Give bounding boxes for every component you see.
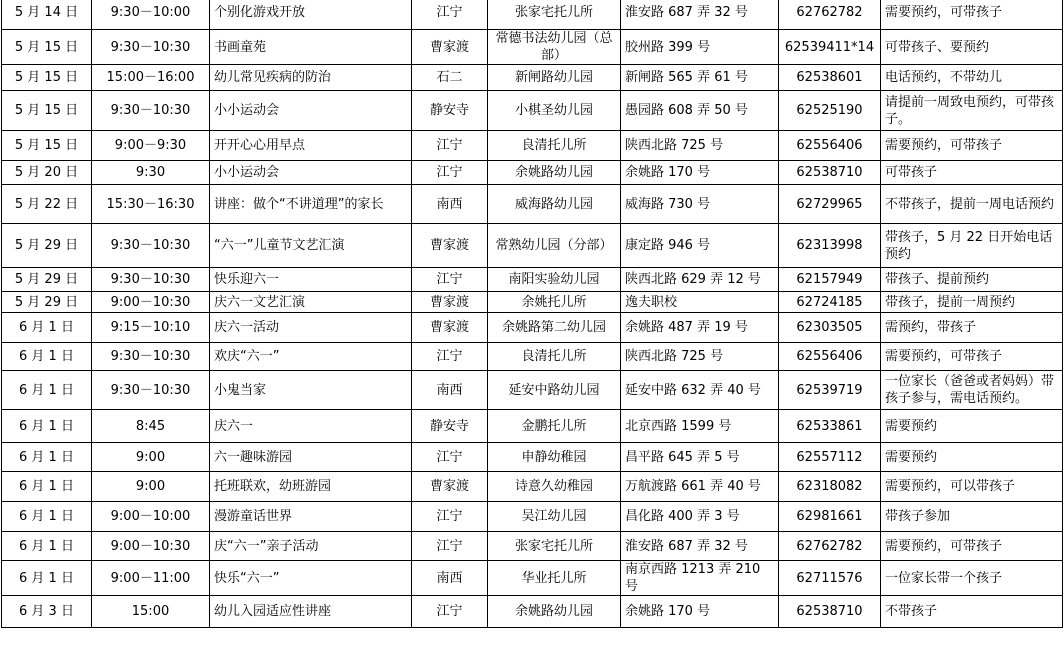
events-table — [1, 0, 1063, 628]
venue-cell: 常熟幼儿园（分部） — [488, 224, 621, 268]
area-cell: 南西 — [412, 371, 488, 410]
area-cell: 江宁 — [412, 131, 488, 161]
date-cell: 5 月 15 日 — [2, 30, 92, 65]
title-cell: 个别化游戏开放 — [210, 0, 412, 30]
time-cell: 9:15－10:10 — [92, 313, 210, 343]
phone-cell: 62533861 — [779, 410, 881, 443]
table-row — [2, 443, 1063, 472]
title-cell: 庆六一 — [210, 410, 412, 443]
table-row — [2, 185, 1063, 224]
address-cell: 昌平路 645 弄 5 号 — [621, 443, 779, 472]
title-cell: 庆六一活动 — [210, 313, 412, 343]
title-cell: 小小运动会 — [210, 161, 412, 185]
note-cell: 需要预约，可带孩子 — [881, 131, 1063, 161]
venue-cell: 张家宅托儿所 — [488, 532, 621, 561]
note-cell: 带孩子，提前一周预约 — [881, 292, 1063, 313]
title-cell: 幼儿常见疾病的防治 — [210, 65, 412, 91]
area-cell: 江宁 — [412, 343, 488, 371]
table-row — [2, 472, 1063, 502]
venue-cell: 威海路幼儿园 — [488, 185, 621, 224]
date-cell: 5 月 15 日 — [2, 91, 92, 131]
address-cell: 余姚路 487 弄 19 号 — [621, 313, 779, 343]
venue-cell: 华业托儿所 — [488, 561, 621, 596]
note-cell: 不带孩子，提前一周电话预约 — [881, 185, 1063, 224]
date-cell: 5 月 29 日 — [2, 292, 92, 313]
phone-cell: 62538710 — [779, 161, 881, 185]
area-cell: 江宁 — [412, 596, 488, 628]
note-cell: 带孩子，5 月 22 日开始电话预约 — [881, 224, 1063, 268]
note-cell: 需要预约 — [881, 443, 1063, 472]
area-cell: 南西 — [412, 185, 488, 224]
title-cell: 托班联欢，幼班游园 — [210, 472, 412, 502]
address-cell: 陕西北路 725 号 — [621, 131, 779, 161]
area-cell: 静安寺 — [412, 410, 488, 443]
table-row — [2, 532, 1063, 561]
time-cell: 9:00－10:30 — [92, 532, 210, 561]
time-cell: 9:00 — [92, 443, 210, 472]
phone-cell: 62762782 — [779, 0, 881, 30]
area-cell: 曹家渡 — [412, 472, 488, 502]
area-cell: 南西 — [412, 561, 488, 596]
date-cell: 6 月 1 日 — [2, 502, 92, 532]
address-cell: 陕西北路 725 号 — [621, 343, 779, 371]
area-cell: 曹家渡 — [412, 30, 488, 65]
phone-cell: 62303505 — [779, 313, 881, 343]
date-cell: 5 月 20 日 — [2, 161, 92, 185]
area-cell: 静安寺 — [412, 91, 488, 131]
note-cell: 可带孩子、要预约 — [881, 30, 1063, 65]
date-cell: 6 月 1 日 — [2, 410, 92, 443]
venue-cell: 良清托儿所 — [488, 343, 621, 371]
address-cell: 康定路 946 号 — [621, 224, 779, 268]
address-cell: 逸夫职校 — [621, 292, 779, 313]
note-cell: 可带孩子 — [881, 161, 1063, 185]
date-cell: 6 月 1 日 — [2, 561, 92, 596]
address-cell: 淮安路 687 弄 32 号 — [621, 0, 779, 30]
date-cell: 5 月 15 日 — [2, 65, 92, 91]
area-cell: 江宁 — [412, 443, 488, 472]
title-cell: 小鬼当家 — [210, 371, 412, 410]
table-row — [2, 224, 1063, 268]
time-cell: 9:00－11:00 — [92, 561, 210, 596]
address-cell: 余姚路 170 号 — [621, 596, 779, 628]
title-cell: 快乐“六一” — [210, 561, 412, 596]
address-cell: 胶州路 399 号 — [621, 30, 779, 65]
venue-cell: 余姚托儿所 — [488, 292, 621, 313]
note-cell: 电话预约，不带幼儿 — [881, 65, 1063, 91]
title-cell: 欢庆“六一” — [210, 343, 412, 371]
table-row — [2, 343, 1063, 371]
date-cell: 5 月 15 日 — [2, 131, 92, 161]
time-cell: 9:00－10:00 — [92, 502, 210, 532]
note-cell: 需要预约，可以带孩子 — [881, 472, 1063, 502]
phone-cell: 62729965 — [779, 185, 881, 224]
table-row — [2, 292, 1063, 313]
time-cell: 9:00 — [92, 472, 210, 502]
note-cell: 带孩子参加 — [881, 502, 1063, 532]
time-cell: 9:30－10:30 — [92, 371, 210, 410]
note-cell: 需要预约，可带孩子 — [881, 532, 1063, 561]
time-cell: 9:30 — [92, 161, 210, 185]
address-cell: 威海路 730 号 — [621, 185, 779, 224]
table-row — [2, 268, 1063, 292]
venue-cell: 小棋圣幼儿园 — [488, 91, 621, 131]
table-row — [2, 131, 1063, 161]
table-row — [2, 596, 1063, 628]
venue-cell: 延安中路幼儿园 — [488, 371, 621, 410]
note-cell: 请提前一周致电预约，可带孩子。 — [881, 91, 1063, 131]
address-cell: 新闸路 565 弄 61 号 — [621, 65, 779, 91]
note-cell: 带孩子、提前预约 — [881, 268, 1063, 292]
venue-cell: 金鹏托儿所 — [488, 410, 621, 443]
time-cell: 9:30－10:30 — [92, 224, 210, 268]
phone-cell: 62711576 — [779, 561, 881, 596]
note-cell: 需预约，带孩子 — [881, 313, 1063, 343]
title-cell: 讲座：做个“不讲道理”的家长 — [210, 185, 412, 224]
phone-cell: 62313998 — [779, 224, 881, 268]
venue-cell: 申静幼稚园 — [488, 443, 621, 472]
venue-cell: 余姚路幼儿园 — [488, 161, 621, 185]
time-cell: 9:30－10:30 — [92, 343, 210, 371]
area-cell: 江宁 — [412, 532, 488, 561]
time-cell: 9:30－10:00 — [92, 0, 210, 30]
address-cell: 淮安路 687 弄 32 号 — [621, 532, 779, 561]
date-cell: 6 月 1 日 — [2, 313, 92, 343]
date-cell: 5 月 22 日 — [2, 185, 92, 224]
phone-cell: 62538710 — [779, 596, 881, 628]
phone-cell: 62556406 — [779, 131, 881, 161]
address-cell: 南京西路 1213 弄 210 号 — [621, 561, 779, 596]
title-cell: 快乐迎六一 — [210, 268, 412, 292]
venue-cell: 诗意久幼稚园 — [488, 472, 621, 502]
title-cell: 庆“六一”亲子活动 — [210, 532, 412, 561]
area-cell: 曹家渡 — [412, 292, 488, 313]
area-cell: 江宁 — [412, 268, 488, 292]
title-cell: 书画童苑 — [210, 30, 412, 65]
title-cell: “六一”儿童节文艺汇演 — [210, 224, 412, 268]
address-cell: 昌化路 400 弄 3 号 — [621, 502, 779, 532]
area-cell: 江宁 — [412, 502, 488, 532]
time-cell: 9:30－10:30 — [92, 268, 210, 292]
venue-cell: 新闸路幼儿园 — [488, 65, 621, 91]
address-cell: 陕西北路 629 弄 12 号 — [621, 268, 779, 292]
time-cell: 9:30－10:30 — [92, 30, 210, 65]
time-cell: 9:30－10:30 — [92, 91, 210, 131]
title-cell: 庆六一文艺汇演 — [210, 292, 412, 313]
date-cell: 5 月 29 日 — [2, 268, 92, 292]
address-cell: 延安中路 632 弄 40 号 — [621, 371, 779, 410]
date-cell: 6 月 3 日 — [2, 596, 92, 628]
phone-cell: 62556406 — [779, 343, 881, 371]
phone-cell: 62981661 — [779, 502, 881, 532]
area-cell: 曹家渡 — [412, 224, 488, 268]
venue-cell: 良清托儿所 — [488, 131, 621, 161]
note-cell: 不带孩子 — [881, 596, 1063, 628]
venue-cell: 常德书法幼儿园（总部） — [488, 30, 621, 65]
note-cell: 一位家长（爸爸或者妈妈）带孩子参与，需电话预约。 — [881, 371, 1063, 410]
title-cell: 六一趣味游园 — [210, 443, 412, 472]
date-cell: 6 月 1 日 — [2, 343, 92, 371]
table-row — [2, 371, 1063, 410]
title-cell: 幼儿入园适应性讲座 — [210, 596, 412, 628]
table-row — [2, 30, 1063, 65]
title-cell: 开开心心用早点 — [210, 131, 412, 161]
venue-cell: 余姚路第二幼儿园 — [488, 313, 621, 343]
phone-cell: 62538601 — [779, 65, 881, 91]
table-row — [2, 161, 1063, 185]
phone-cell: 62318082 — [779, 472, 881, 502]
date-cell: 6 月 1 日 — [2, 371, 92, 410]
address-cell: 愚园路 608 弄 50 号 — [621, 91, 779, 131]
note-cell: 需要预约 — [881, 410, 1063, 443]
title-cell: 小小运动会 — [210, 91, 412, 131]
address-cell: 余姚路 170 号 — [621, 161, 779, 185]
address-cell: 万航渡路 661 弄 40 号 — [621, 472, 779, 502]
area-cell: 曹家渡 — [412, 313, 488, 343]
time-cell: 9:00－9:30 — [92, 131, 210, 161]
time-cell: 15:00 — [92, 596, 210, 628]
table-row — [2, 502, 1063, 532]
address-cell: 北京西路 1599 号 — [621, 410, 779, 443]
phone-cell: 62762782 — [779, 532, 881, 561]
venue-cell: 余姚路幼儿园 — [488, 596, 621, 628]
table-row — [2, 65, 1063, 91]
table-row — [2, 561, 1063, 596]
venue-cell: 吴江幼儿园 — [488, 502, 621, 532]
time-cell: 9:00－10:30 — [92, 292, 210, 313]
area-cell: 江宁 — [412, 161, 488, 185]
table-row — [2, 313, 1063, 343]
area-cell: 石二 — [412, 65, 488, 91]
date-cell: 5 月 14 日 — [2, 0, 92, 30]
table-row — [2, 0, 1063, 30]
table-row — [2, 410, 1063, 443]
note-cell: 需要预约，可带孩子 — [881, 0, 1063, 30]
phone-cell: 62157949 — [779, 268, 881, 292]
time-cell: 15:30－16:30 — [92, 185, 210, 224]
phone-cell: 62557112 — [779, 443, 881, 472]
time-cell: 8:45 — [92, 410, 210, 443]
time-cell: 15:00－16:00 — [92, 65, 210, 91]
venue-cell: 南阳实验幼儿园 — [488, 268, 621, 292]
note-cell: 一位家长带一个孩子 — [881, 561, 1063, 596]
phone-cell: 62525190 — [779, 91, 881, 131]
table-row — [2, 91, 1063, 131]
date-cell: 5 月 29 日 — [2, 224, 92, 268]
note-cell: 需要预约，可带孩子 — [881, 343, 1063, 371]
phone-cell: 62539719 — [779, 371, 881, 410]
venue-cell: 张家宅托儿所 — [488, 0, 621, 30]
date-cell: 6 月 1 日 — [2, 532, 92, 561]
area-cell: 江宁 — [412, 0, 488, 30]
phone-cell: 62724185 — [779, 292, 881, 313]
date-cell: 6 月 1 日 — [2, 443, 92, 472]
title-cell: 漫游童话世界 — [210, 502, 412, 532]
phone-cell: 62539411*14 — [779, 30, 881, 65]
date-cell: 6 月 1 日 — [2, 472, 92, 502]
